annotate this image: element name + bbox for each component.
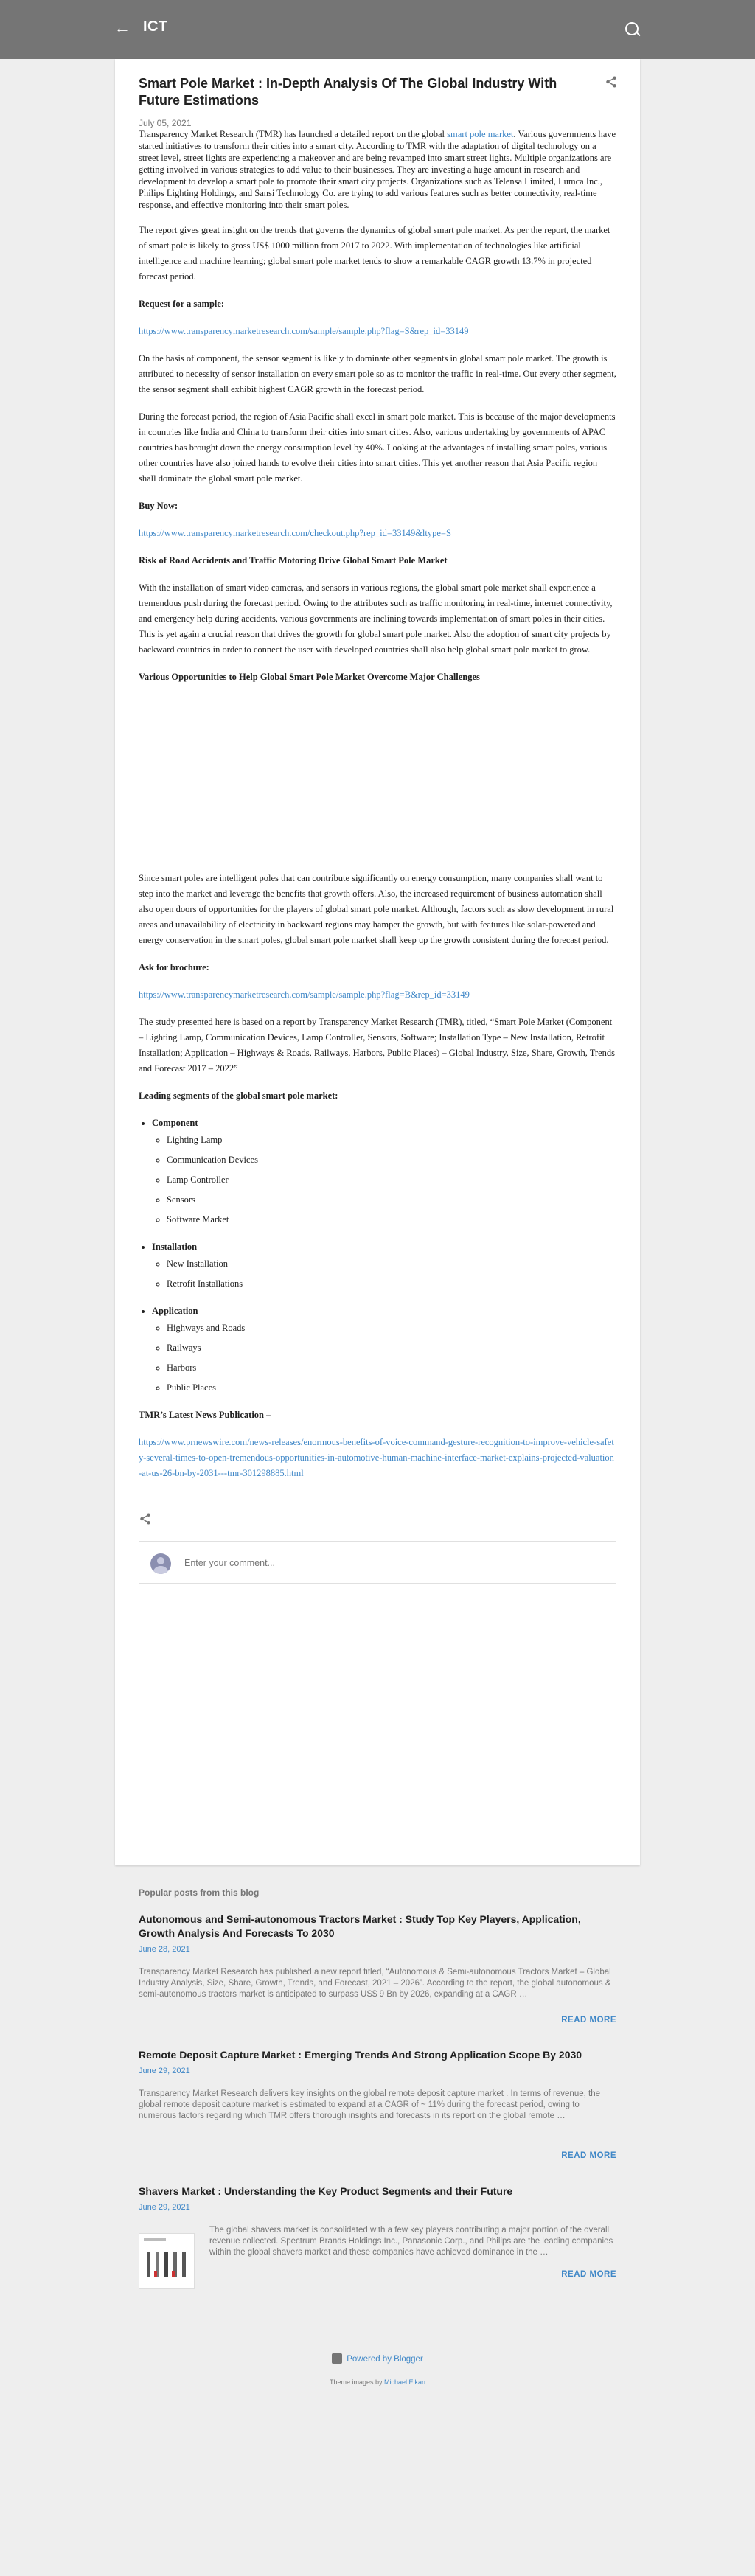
sample-label: Request for a sample: [139,299,225,309]
popular-post-date[interactable]: June 29, 2021 [139,2203,190,2212]
list-item: ◦ Lamp Controller [167,1172,616,1188]
list-item: ◦ Highways and Roads [167,1320,616,1336]
popular-post-title[interactable]: Shavers Market : Understanding the Key Product Segments and their Future [139,2185,513,2197]
popular-post-snippet: Transparency Market Research delivers key insights on the global remote deposit capture market . In terms of revenue, the global remote deposit capture market is estimated to expand at a CAGR of ~ 11% during the forecast period, owing to numerous factors regarding which TMR offers thorough insights and forecasts in its report on the global remote … [139,2089,600,2120]
segments-list [139,1115,616,1396]
popular-post-title[interactable]: Autonomous and Semi-autonomous Tractors Market : Study Top Key Players, Application, Growth Analysis And Forecasts To 2030 [139,1913,581,1939]
popular-post-date[interactable]: June 28, 2021 [139,1945,190,1954]
intro-paragraph [139,128,616,211]
list-item: ◦ New Installation [167,1256,616,1272]
paragraph-risk: With the installation of smart video cameras, and sensors in various regions, the global smart pole market shall experience a tremendous push during the forecast period. Owing to the attributes such as traffic monitoring in real-time, internet connectivity, and emergency help during accidents, various governments are inclining towards implementation of smart poles in their cities. This is yet again a crucial reason that drives the growth for global smart pole market. Also the adoption of smart city projects by backward countries in order to connect the user with developed countries shall also help global smart pole market to grow. [139,582,613,655]
segment-application [152,1303,616,1396]
popular-post-snippet: Transparency Market Research has published a new report titled, “Autonomous & Semi-autonomous Tractors Market – Global Industry Analysis, Size, Share, Growth, Trends, and Forecast, 2021 – 2026”. According to the report, the global autonomous & semi-autonomous tractors market is anticipated to surpass US$ 9 Bn by 2026, expanding at a CAGR … [139,1968,611,1999]
theme-credit [0,2378,755,2386]
popular-post-snippet: The global shavers market is consolidated with a few key players contributing a major portion of the overall revenue collected. Spectrum Brands Holdings Inc., Panasonic Corp., and Philips are the leading companies within the global shavers market and these companies have achieved dominance in the … [209,2226,613,2257]
brochure-link[interactable]: https://www.transparencymarketresearch.com/sample/sample.php?flag=B&rep_id=33149 [139,989,470,1000]
powered-by-text[interactable]: Powered by Blogger [347,2355,423,2364]
theme-prefix: Theme images by [329,2378,384,2386]
segments-heading: Leading segments of the global smart pole market: [139,1090,338,1101]
post-title: Smart Pole Market : In-Depth Analysis Of The Global Industry With Future Estimations [139,76,557,108]
paragraph-opportunities: Since smart poles are intelligent poles that can contribute significantly on energy consumption, many companies shall want to step into the market and leverage the benefits that growth offers. Also, the increased requirement of business automation shall also open doors of opportunities for the players of global smart pole market. Although, factors such as slow development in rural areas and unavailability of electricity in backward regions may hamper the growth, but with features like solar-powered and energy conservation in the smart poles, global smart pole market shall keep up the growth consistent during the forecast period. [139,873,614,945]
paragraph-asia-pacific: During the forecast period, the region of Asia Pacific shall excel in smart pole market. This is because of the major developments in countries like India and China to transform their cities into smart cities. Also, various undertaking by governments of APAC countries has brought down the energy consumption level by 40%. Looking at the advantages of installing smart poles, various other countries have also joined hands to evolve their cities into smart cities. This yet another reason that Asia Pacific region shall dominate the global smart pole market. [139,411,616,484]
popular-post-title[interactable]: Remote Deposit Capture Market : Emerging Trends And Strong Application Scope By 2030 [139,2049,582,2061]
empty-space [139,697,616,871]
buy-label: Buy Now: [139,501,178,511]
popular-post [139,1912,616,2032]
list-item: ◦ Harbors [167,1360,616,1376]
post-date: July 05, 2021 [139,118,192,128]
brochure-label: Ask for brochure: [139,962,209,972]
theme-author-link[interactable]: Michael Elkan [384,2378,426,2386]
list-item: ◦ Retrofit Installations [167,1276,616,1292]
divider [139,1583,616,1584]
list-item: ◦ Lighting Lamp [167,1132,616,1148]
news-heading: TMR’s Latest News Publication – [139,1410,271,1420]
post-thumbnail[interactable] [139,2233,195,2289]
shaver-thumbnail-icon [139,2234,194,2288]
segment-installation [152,1239,616,1292]
popular-post [139,2048,616,2168]
search-icon[interactable] [625,22,639,35]
heading-risk: Risk of Road Accidents and Traffic Motoring Drive Global Smart Pole Market [139,555,448,565]
arrow-left-icon[interactable]: ← [114,18,131,37]
smart-pole-market-link[interactable]: smart pole market [447,129,514,139]
segment-name: Application [152,1306,198,1316]
post-body [139,75,616,1584]
popular-heading: Popular posts from this blog [139,1887,260,1898]
avatar [150,1553,171,1574]
share-icon[interactable] [139,1512,152,1525]
paragraph-component: On the basis of component, the sensor segment is likely to dominate other segments in global smart pole market. The growth is attributed to necessity of sensor installation on every smart pole so as to monitor the traffic in real-time. Out every other segment, the sensor segment shall exhibit highest CAGR growth in the forecast period. [139,353,616,394]
blog-title[interactable]: ICT [143,18,168,35]
blogger-icon [332,2353,342,2364]
list-item: ◦ Railways [167,1340,616,1356]
comment-input[interactable]: Enter your comment... [184,1558,275,1568]
popular-post [139,2185,616,2302]
buy-link[interactable]: https://www.transparencymarketresearch.com/checkout.php?rep_id=33149&ltype=S [139,528,451,538]
app-header [0,0,755,59]
segment-name: Installation [152,1242,198,1252]
list-item: ◦ Software Market [167,1212,616,1228]
read-more-link[interactable]: READ MORE [561,2016,616,2025]
powered-by-link[interactable] [0,2353,755,2364]
popular-post-date[interactable]: June 29, 2021 [139,2067,190,2075]
intro-text-a: Transparency Market Research (TMR) has launched a detailed report on the global [139,129,448,139]
paragraph-report: The report gives great insight on the trends that governs the dynamics of global smart pole market. As per the report, the market of smart pole is likely to gross US$ 1000 million from 2017 to 2022. With implementation of technologies like artificial intelligence and machine learning; global smart pole market tends to show a remarkable CAGR growth 13.7% in projected forecast period. [139,225,610,282]
popular-posts [139,1887,616,2319]
intro-text-b: . Various governments have started initiatives to transform their cities into a smart city. According to TMR with the adaptation of digital technology on a street level, street lights are experiencing a makeover and are being revamped into smart street lights. Multiple organizations are getting involved in various strategies to add value to their businesses. They are investing a huge amount in research and development to develop a smart pole to promote their smart city projects. Organizations such as Telensa Limited, Lumca Inc., Philips Lighting Holdings, and Sansi Technology Co. are trying to add various features such as better connectivity, real-time response, and effective monitoring into their smart poles. [139,129,616,210]
post-card [115,59,640,1865]
segment-component [152,1115,616,1228]
segment-name: Component [152,1118,198,1128]
paragraph-study: The study presented here is based on a report by Transparency Market Research (TMR), titled, “Smart Pole Market (Component – Lighting Lamp, Communication Devices, Lamp Controller, Sensors, Software; Installation Type – New Installation, Retrofit Installation; Application – Highways & Roads, Railways, Harbors, Public Places) – Global Industry, Size, Share, Growth, Trends and Forecast 2017 – 2022” [139,1017,615,1073]
read-more-link[interactable]: READ MORE [561,2151,616,2160]
list-item: ◦ Sensors [167,1192,616,1208]
sample-link[interactable]: https://www.transparencymarketresearch.com/sample/sample.php?flag=S&rep_id=33149 [139,326,469,336]
list-item: ◦ Public Places [167,1380,616,1396]
read-more-link[interactable]: READ MORE [561,2270,616,2279]
heading-opportunities: Various Opportunities to Help Global Smart Pole Market Overcome Major Challenges [139,672,480,682]
comment-box[interactable] [139,1542,616,1583]
news-link[interactable]: https://www.prnewswire.com/news-releases/enormous-benefits-of-voice-command-gesture-recognition-to-improve-vehicle-safety-several-times-to-open-tremendous-opportunities-in-automotive-human-machine-interface-market-explains-projected-valuation-at-us-26-bn-by-2031---tmr-301298885.html [139,1437,614,1478]
list-item: ◦ Communication Devices [167,1152,616,1168]
